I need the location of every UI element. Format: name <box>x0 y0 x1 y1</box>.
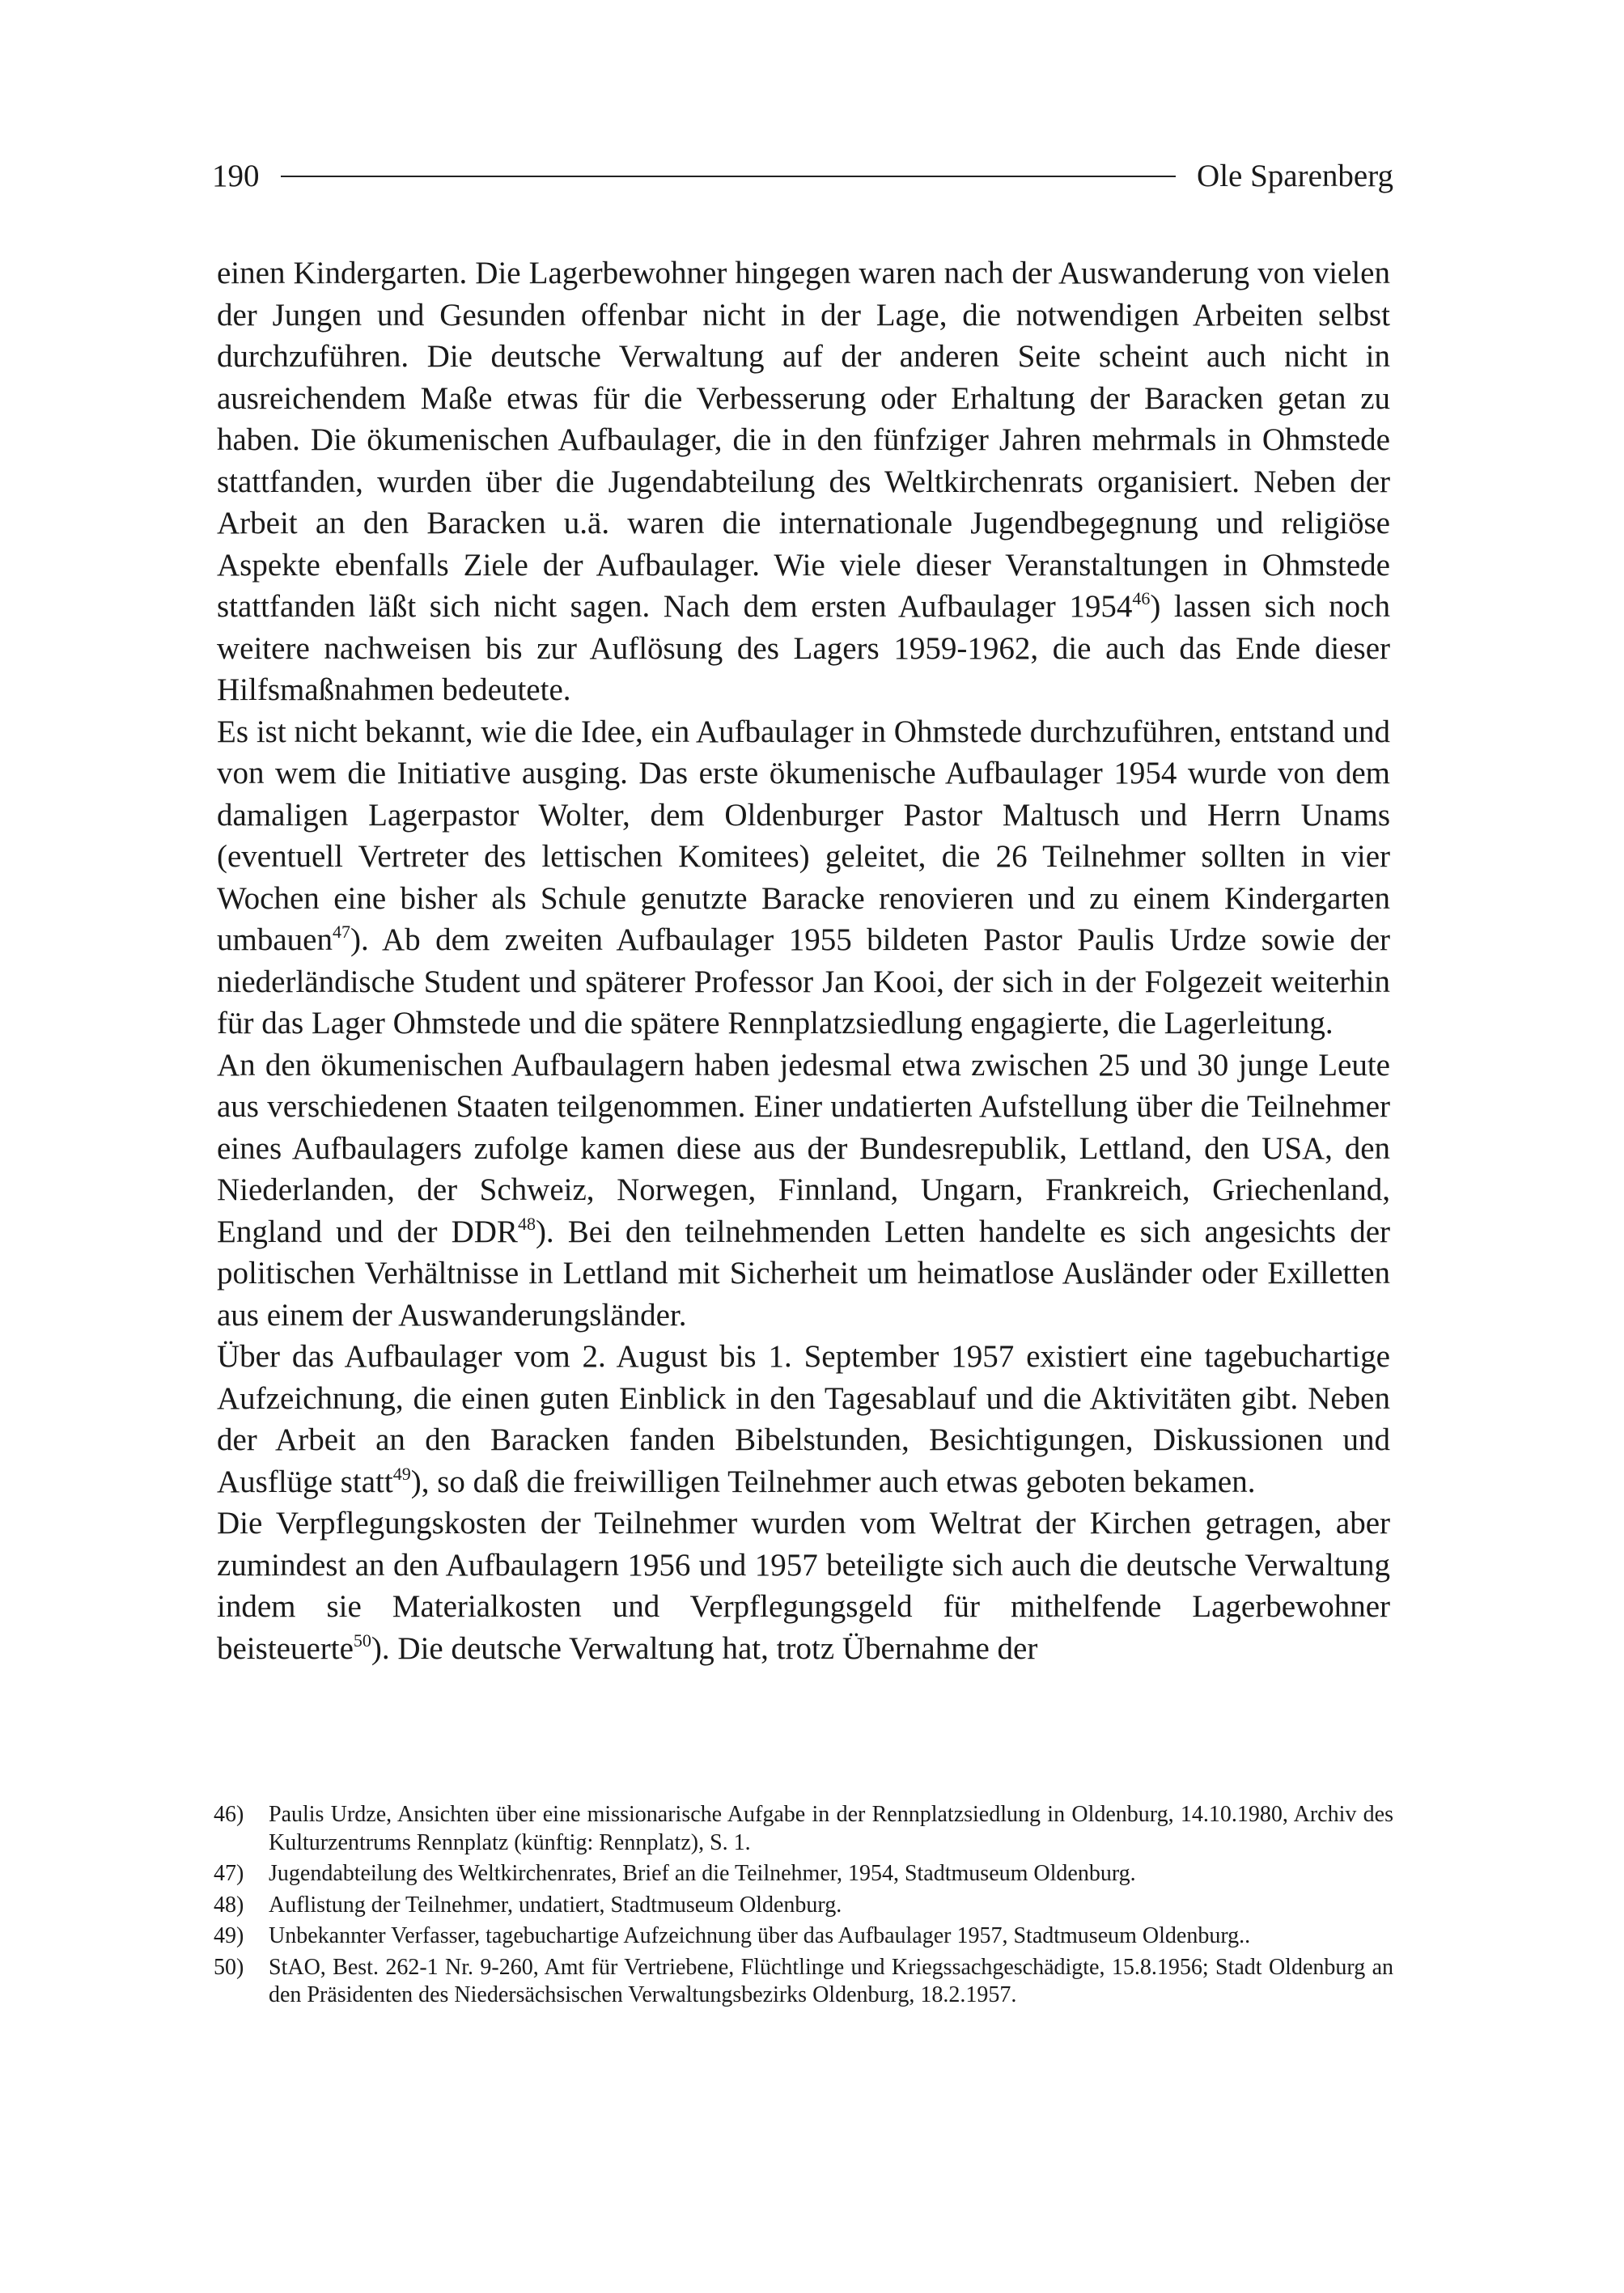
footnote-49 <box>214 1922 1393 1951</box>
paragraph-3 <box>217 1045 1390 1337</box>
paragraph-2 <box>217 711 1390 1045</box>
paragraph-text: An den ökumenischen Aufbaulagern haben jedesmal etwa zwischen 25 und 30 junge Leute aus verschiedenen Staaten teilgenommen. Einer undatierten Aufstellung über die Teilnehmer eines Aufbaulagers zufolge kamen diese aus der Bundesrepublik, Lettland, den USA, den Niederlanden, der Schweiz, Norwegen, Finnland, Ungarn, Frankreich, Griechenland, England und der DDR <box>217 1047 1390 1249</box>
footnote-number: 48) <box>214 1892 244 1918</box>
footnote-number: 46) <box>214 1802 244 1827</box>
running-author: Ole Sparenberg <box>1197 159 1393 193</box>
footnote-text: StAO, Best. 262-1 Nr. 9-260, Amt für Vertriebene, Flüchtlinge und Kriegssachgeschädigte, 15.8.1956; Stadt Oldenburg an den Präsidenten des Niedersächsischen Verwaltungsbezirks Oldenburg, 18.2.1957. <box>269 1954 1393 2007</box>
paragraph-text: Über das Aufbaulager vom 2. August bis 1. September 1957 existiert eine tagebuchartige Aufzeichnung, die einen guten Einblick in den Tagesablauf und die Aktivitäten gibt. Neben der Arbeit an den Baracken fanden Bibelstunden, Besichtigungen, Diskussionen und Ausflüge statt <box>217 1339 1390 1499</box>
footnotes <box>214 1801 1393 2013</box>
paragraph-4 <box>217 1336 1390 1503</box>
paragraph-text: Die Verpflegungskosten der Teilnehmer wurden vom Weltrat der Kirchen getragen, aber zumindest an den Aufbaulagern 1956 und 1957 beteiligte sich auch die deutsche Verwaltung indem sie Materialkosten und Verpflegungsgeld für mithelfende Lagerbewohner beisteuerte <box>217 1506 1390 1666</box>
footnote-text: Paulis Urdze, Ansichten über eine missionarische Aufgabe in der Rennplatzsiedlung in Oldenburg, 14.10.1980, Archiv des Kulturzentrums Rennplatz (künftig: Rennplatz), S. 1. <box>269 1802 1393 1855</box>
footnote-text: Jugendabteilung des Weltkirchenrates, Brief an die Teilnehmer, 1954, Stadtmuseum Oldenburg. <box>269 1861 1136 1886</box>
footnote-48 <box>214 1892 1393 1920</box>
footnote-50 <box>214 1954 1393 2010</box>
footnote-ref-46: 46 <box>1132 588 1151 608</box>
footnote-ref-47: 47 <box>332 922 350 942</box>
header-rule <box>281 176 1177 177</box>
paragraph-1 <box>217 252 1390 711</box>
footnote-ref-48: 48 <box>517 1213 536 1234</box>
paragraph-text: einen Kindergarten. Die Lagerbewohner hingegen waren nach der Auswanderung von vielen der Jungen und Gesunden offenbar nicht in der Lage, die notwendigen Arbeiten selbst durchzuführen. Die deutsche Verwaltung auf der anderen Seite scheint auch nicht in ausreichendem Maße etwas für die Verbesserung oder Erhaltung der Baracken getan zu haben. Die ökumenischen Aufbaulager, die in den fünfziger Jahren mehrmals in Ohmstede stattfanden, wurden über die Jugendabteilung des Weltkirchenrats organisiert. Neben der Arbeit an den Baracken u.ä. waren die internationale Jugendbegegnung und religiöse Aspekte ebenfalls Ziele der Aufbaulager. Wie viele dieser Veranstaltungen in Ohmstede stattfanden läßt sich nicht sagen. Nach dem ersten Aufbaulager 1954 <box>217 256 1390 624</box>
body-text <box>217 252 1390 1669</box>
paragraph-text: ). Die deutsche Verwaltung hat, trotz Übernahme der <box>371 1630 1038 1666</box>
footnote-ref-49: 49 <box>392 1463 411 1484</box>
footnote-number: 49) <box>214 1923 244 1948</box>
paragraph-text: ). Ab dem zweiten Aufbaulager 1955 bildeten Pastor Paulis Urdze sowie der niederländische Student und späterer Professor Jan Kooi, der sich in der Folgezeit weiterhin für das Lager Ohmstede und die spätere Rennplatzsiedlung engagierte, die Lagerleitung. <box>217 922 1390 1041</box>
paragraph-text: ), so daß die freiwilligen Teilnehmer auch etwas geboten bekamen. <box>410 1464 1256 1499</box>
page-number: 190 <box>212 159 260 193</box>
footnote-ref-50: 50 <box>353 1630 371 1651</box>
footnote-number: 47) <box>214 1861 244 1886</box>
running-header <box>212 160 1393 192</box>
paragraph-text: ). Bei den teilnehmenden Letten handelte es sich angesichts der politischen Verhältnisse in Lettland mit Sicherheit um heimatlose Ausländer oder Exilletten aus einem der Auswanderungsländer. <box>217 1214 1390 1333</box>
footnote-text: Auflistung der Teilnehmer, undatiert, Stadtmuseum Oldenburg. <box>269 1892 842 1918</box>
footnote-47 <box>214 1860 1393 1888</box>
paragraph-text: ) lassen sich noch weitere nachweisen bis zur Auflösung des Lagers 1959-1962, die auch das Ende dieser Hilfsmaßnahmen bedeutete. <box>217 589 1390 707</box>
footnote-number: 50) <box>214 1954 244 1980</box>
footnote-46 <box>214 1801 1393 1857</box>
footnote-text: Unbekannter Verfasser, tagebuchartige Aufzeichnung über das Aufbaulager 1957, Stadtmuseum Oldenburg.. <box>269 1923 1251 1948</box>
paragraph-5 <box>217 1503 1390 1669</box>
paragraph-text: Es ist nicht bekannt, wie die Idee, ein Aufbaulager in Ohmstede durchzuführen, entstand und von wem die Initiative ausging. Das erste ökumenische Aufbaulager 1954 wurde von dem damaligen Lagerpastor Wolter, dem Oldenburger Pastor Maltusch und Herrn Unams (eventuell Vertreter des lettischen Komitees) geleitet, die 26 Teilnehmer sollten in vier Wochen eine bisher als Schule genutzte Baracke renovieren und zu einem Kindergarten umbauen <box>217 714 1390 957</box>
